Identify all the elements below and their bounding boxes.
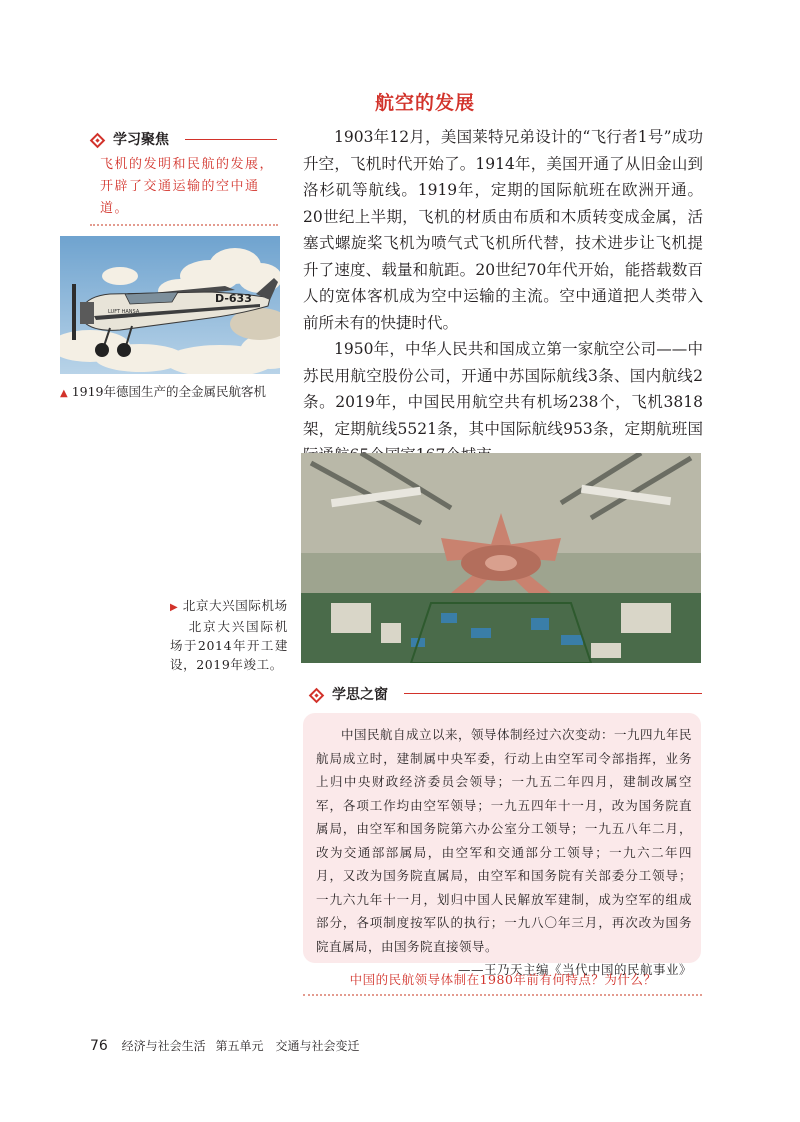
airport-caption-title: 北京大兴国际机场 [182, 598, 288, 613]
plane-caption [60, 382, 290, 403]
airport-caption-text: 北京大兴国际机场于2014年开工建设，2019年竣工。 [170, 619, 288, 672]
window-text: 中国民航自成立以来，领导体制经过六次变动：一九四九年民航局成立时，建制属中央军委，行动上由空军司令部指挥，业务上归中央财政经济委员会领导；一九五二年四月，建制改属空军，各项工作均由空军领导；一九五四年十一月，改为国务院直属局，由空军和国务院第六办公室分工领导；一九五八年二月，改为交通部部属局，由空军和交通部分工领导；一九六二年四月，又改为国务院直属局，由空军和国务院有关部委分工领导；一九六九年十一月，划归中国人民解放军建制，成为空军的组成部分，各项制度按军队的执行；一九八〇年三月，再次改为国务院直属局，由国务院直接领导。 [316, 727, 693, 954]
focus-rule [185, 139, 277, 140]
footer [90, 1037, 360, 1054]
airport-image [301, 453, 701, 663]
page-title: 航空的发展 [374, 92, 475, 114]
footer-book: 经济与社会生活 [121, 1039, 206, 1053]
diamond-icon [90, 133, 106, 149]
plane-registration: D-633 [215, 292, 252, 305]
window-divider [303, 994, 702, 996]
plane-image [60, 236, 280, 374]
page-number: 76 [90, 1038, 108, 1054]
triangle-up-icon: ▲ [60, 388, 68, 399]
plane-logo: LUFT HANSA [108, 309, 140, 315]
plane-caption-text: 1919年德国生产的全金属民航客机 [71, 384, 266, 399]
focus-divider [90, 224, 278, 226]
focus-heading: 学习聚焦 [113, 132, 169, 148]
paragraph-2: 1950年，中华人民共和国成立第一家航空公司——中苏民用航空股份公司，开通中苏国际航线3条、国内航线2条。2019年，中国民用航空共有机场238个，飞机3818架，定期航线5521条，其中国际航线953条，定期航班国 [303, 340, 703, 438]
triangle-right-icon: ▶ [170, 602, 179, 613]
focus-text: 飞机的发明和民航的发展，开辟了交通运输的空中通道。 [100, 157, 275, 216]
paragraph-1: 1903年12月，美国莱特兄弟设计的“飞行者1号”成功升空，飞机时代开始了。1914年，美国开通了从旧金山到洛杉矶等航线。1919年，定期的国际航班在欧洲开通。20世纪上半期，飞机的材质由布质和木质转变成金属，活塞式螺旋桨飞机为喷气式飞机所代替，技术进步让飞机提升了速度、载量和航距。20世纪70年代开始，能搭载数百人的宽体客机成为空中运输的主流。空中通道把人类带入前所未有的快捷时代。 [303, 128, 703, 332]
window-heading: 学思之窗 [332, 687, 388, 703]
window-question: 中国的民航领导体制在1980年前有何特点？为什么？ [349, 972, 657, 987]
diamond-icon [309, 688, 325, 704]
window-source: ——王乃天主编《当代中国的民航事业》 [457, 962, 692, 977]
thinking-box-text [316, 723, 692, 982]
footer-unit: 第五单元 交通与社会变迁 [215, 1039, 360, 1053]
airport-caption [170, 596, 288, 674]
window-rule [404, 693, 702, 694]
main-text [303, 124, 703, 469]
